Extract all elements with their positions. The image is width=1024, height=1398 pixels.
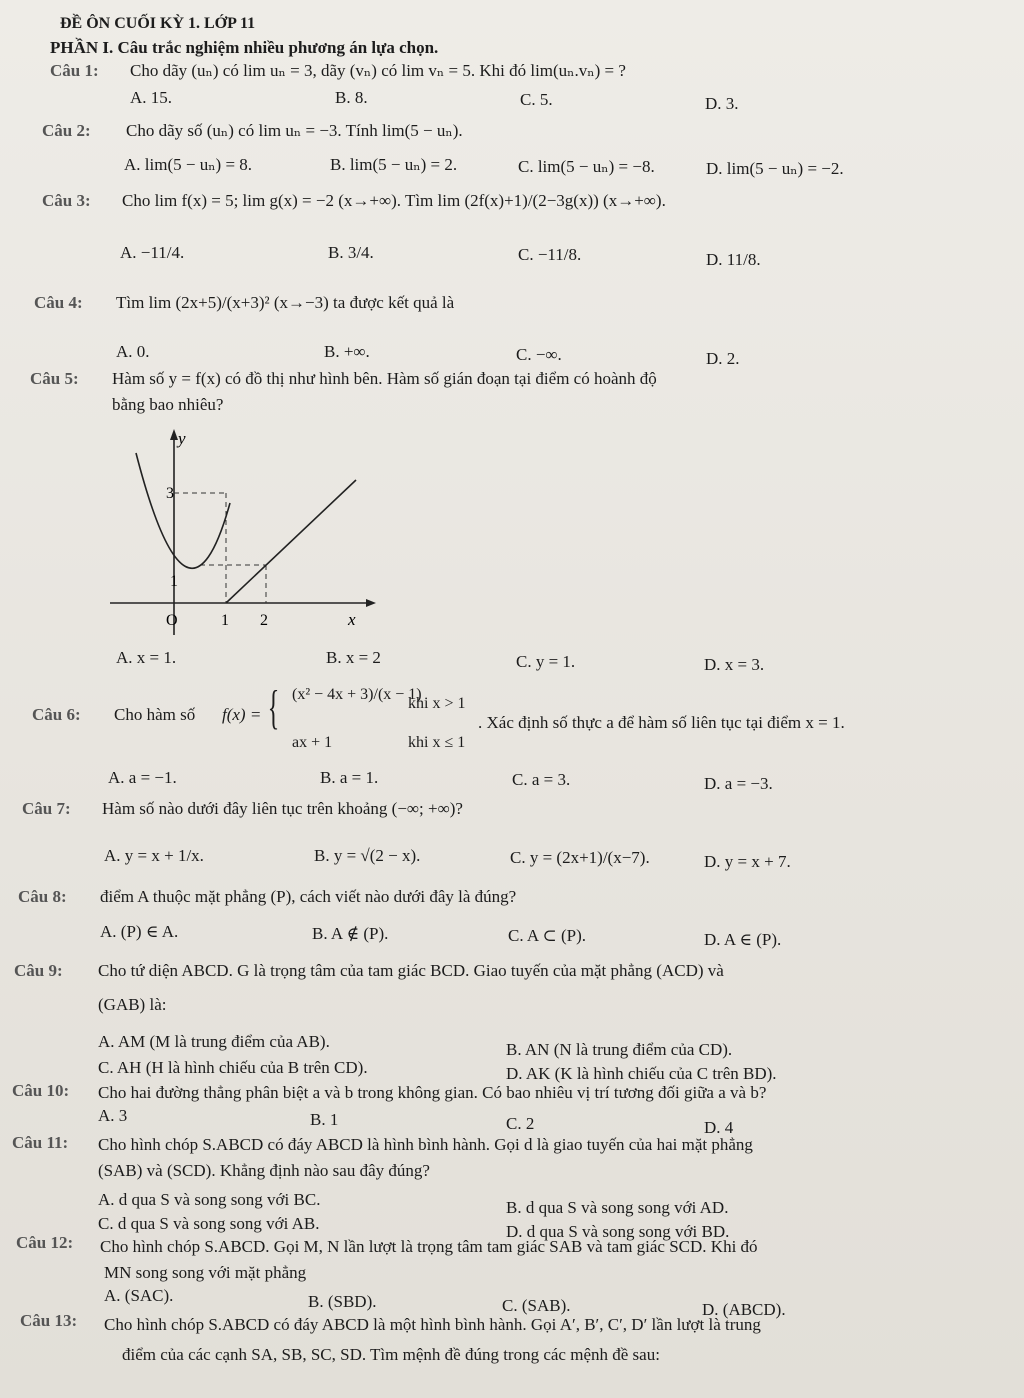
q9-option-d[interactable]: D. AK (K là hình chiếu của C trên BD). (506, 1064, 777, 1083)
q9-option-a[interactable]: A. AM (M là trung điểm của AB). (98, 1032, 330, 1051)
q7-label: Câu 7: (22, 799, 71, 818)
q6-text-line2: . Xác định số thực a để hàm số liên tục tại điểm x = 1. (478, 713, 845, 732)
q6-option-a[interactable]: A. a = −1. (108, 768, 177, 787)
q10-option-d[interactable]: D. 4 (704, 1118, 734, 1137)
q1-option-a[interactable]: A. 15. (130, 88, 173, 107)
q5-text-line2: bằng bao nhiêu? (112, 395, 224, 414)
origin-label: O (166, 612, 178, 629)
q7-text: Hàm số nào dưới đây liên tục trên khoảng (−∞; +∞)? (102, 799, 463, 818)
q5-option-a[interactable]: A. x = 1. (116, 648, 177, 667)
q6-option-b[interactable]: B. a = 1. (320, 768, 379, 787)
q6-cond2: khi x ≤ 1 (408, 734, 466, 751)
q11-option-a[interactable]: A. d qua S và song song với BC. (98, 1190, 321, 1209)
q5-option-b[interactable]: B. x = 2 (326, 648, 381, 667)
q5-option-d[interactable]: D. x = 3. (704, 655, 765, 674)
q8-option-b[interactable]: B. A ∉ (P). (312, 924, 389, 943)
q13-text-line2: điểm của các cạnh SA, SB, SC, SD. Tìm mệnh đề đúng trong các mệnh đề sau: (122, 1345, 660, 1364)
q2-text: Cho dãy số (uₙ) có lim uₙ = −3. Tính lim(5 − uₙ). (126, 121, 463, 140)
q6-cond1: khi x > 1 (408, 695, 466, 712)
q5-function-graph (108, 420, 380, 638)
q1-label: Câu 1: (50, 61, 99, 80)
q12-label: Câu 12: (16, 1233, 74, 1252)
q10-option-b[interactable]: B. 1 (310, 1110, 339, 1129)
q4-label: Câu 4: (34, 293, 83, 312)
q8-option-c[interactable]: C. A ⊂ (P). (508, 926, 587, 945)
q11-option-c[interactable]: C. d qua S và song song với AB. (98, 1214, 320, 1233)
q13-label: Câu 13: (20, 1311, 78, 1330)
q9-text: Cho tứ diện ABCD. G là trọng tâm của tam giác BCD. Giao tuyến của mặt phẳng (ACD) và (98, 961, 724, 980)
q8-option-d[interactable]: D. A ∈ (P). (704, 930, 782, 949)
x-tick-1: 1 (221, 612, 229, 629)
q6-brace: { (267, 681, 280, 734)
q3-label: Câu 3: (42, 191, 91, 210)
q11-option-b[interactable]: B. d qua S và song song với AD. (506, 1198, 729, 1217)
q8-label: Câu 8: (18, 887, 67, 906)
parabola-curve (136, 453, 230, 568)
q5-option-c[interactable]: C. y = 1. (516, 652, 576, 671)
q10-option-a[interactable]: A. 3 (98, 1106, 128, 1125)
q6-text: Cho hàm số (114, 705, 196, 724)
x-axis-label: x (348, 610, 356, 629)
q1-option-c[interactable]: C. 5. (520, 90, 553, 109)
q3-text: Cho lim f(x) = 5; lim g(x) = −2 (x→+∞). Tìm lim (2f(x)+1)/(2−3g(x)) (x→+∞). (122, 191, 666, 210)
q5-label: Câu 5: (30, 369, 79, 388)
q8-text: điểm A thuộc mặt phẳng (P), cách viết nào dưới đây là đúng? (100, 887, 517, 906)
q7-option-d[interactable]: D. y = x + 7. (704, 852, 791, 871)
q10-text: Cho hai đường thẳng phân biệt a và b trong không gian. Có bao nhiêu vị trí tương đối giữa a và b? (98, 1083, 767, 1102)
y-tick-3: 3 (166, 485, 174, 502)
q2-option-b[interactable]: B. lim(5 − uₙ) = 2. (330, 155, 458, 174)
q2-option-c[interactable]: C. lim(5 − uₙ) = −8. (518, 157, 655, 176)
q9-option-b[interactable]: B. AN (N là trung điểm của CD). (506, 1040, 733, 1059)
q4-option-b[interactable]: B. +∞. (324, 342, 370, 361)
q9-option-c[interactable]: C. AH (H là hình chiếu của B trên CD). (98, 1058, 368, 1077)
exam-title: ĐỀ ÔN CUỐI KỲ 1. LỚP 11 (60, 15, 256, 32)
q6-piece1: (x² − 4x + 3)/(x − 1) (292, 686, 422, 703)
y-tick-1: 1 (170, 573, 178, 590)
q4-option-c[interactable]: C. −∞. (516, 345, 562, 364)
q4-option-d[interactable]: D. 2. (706, 349, 740, 368)
q3-option-c[interactable]: C. −11/8. (518, 245, 582, 264)
y-axis-label: y (178, 429, 186, 448)
q11-option-d[interactable]: D. d qua S và song song với BD. (506, 1222, 730, 1241)
q10-option-c[interactable]: C. 2 (506, 1114, 535, 1133)
q9-text-line2: (GAB) là: (98, 995, 167, 1014)
q6-label: Câu 6: (32, 705, 81, 724)
q12-option-c[interactable]: C. (SAB). (502, 1296, 571, 1315)
q2-label: Câu 2: (42, 121, 91, 140)
q9-label: Câu 9: (14, 961, 63, 980)
q12-text-line2: MN song song với mặt phẳng (104, 1263, 307, 1282)
part-heading: PHẦN I. Câu trắc nghiệm nhiều phương án lựa chọn. (50, 38, 439, 57)
q1-option-d[interactable]: D. 3. (705, 94, 739, 113)
q12-text: Cho hình chóp S.ABCD. Gọi M, N lần lượt là trọng tâm tam giác SAB và tam giác SCD. Khi đó (100, 1237, 758, 1256)
q6-piece2: ax + 1 (292, 734, 333, 751)
q10-label: Câu 10: (12, 1081, 70, 1100)
q11-text-line2: (SAB) và (SCD). Khẳng định nào sau đây đúng? (98, 1161, 430, 1180)
q1-text: Cho dãy (uₙ) có lim uₙ = 3, dãy (vₙ) có lim vₙ = 5. Khi đó lim(uₙ.vₙ) = ? (130, 61, 626, 80)
q2-option-d[interactable]: D. lim(5 − uₙ) = −2. (706, 159, 844, 178)
line-branch (226, 480, 356, 603)
q6-function-name: f(x) = (222, 705, 262, 724)
q3-option-a[interactable]: A. −11/4. (120, 243, 185, 262)
q13-text: Cho hình chóp S.ABCD có đáy ABCD là một hình bình hành. Gọi A′, B′, C′, D′ lần lượt là trung (104, 1315, 761, 1334)
q1-option-b[interactable]: B. 8. (335, 88, 368, 107)
q12-option-d[interactable]: D. (ABCD). (702, 1300, 786, 1319)
y-axis-arrow-icon (170, 429, 178, 440)
q7-option-a[interactable]: A. y = x + 1/x. (104, 846, 204, 865)
q5-text: Hàm số y = f(x) có đồ thị như hình bên. Hàm số gián đoạn tại điểm có hoành độ (112, 369, 657, 388)
q7-option-b[interactable]: B. y = √(2 − x). (314, 846, 421, 865)
x-axis-arrow-icon (366, 599, 376, 607)
q4-text: Tìm lim (2x+5)/(x+3)² (x→−3) ta được kết quả là (116, 293, 455, 312)
q7-option-c[interactable]: C. y = (2x+1)/(x−7). (510, 848, 650, 867)
q2-option-a[interactable]: A. lim(5 − uₙ) = 8. (124, 155, 253, 174)
q12-option-b[interactable]: B. (SBD). (308, 1292, 377, 1311)
q3-option-b[interactable]: B. 3/4. (328, 243, 374, 262)
q6-option-c[interactable]: C. a = 3. (512, 770, 571, 789)
q11-text: Cho hình chóp S.ABCD có đáy ABCD là hình bình hành. Gọi d là giao tuyến của hai mặt phẳng (98, 1135, 753, 1154)
q12-option-a[interactable]: A. (SAC). (104, 1286, 174, 1305)
q8-option-a[interactable]: A. (P) ∈ A. (100, 922, 179, 941)
q6-option-d[interactable]: D. a = −3. (704, 774, 773, 793)
q4-option-a[interactable]: A. 0. (116, 342, 150, 361)
x-tick-2: 2 (260, 612, 268, 629)
q11-label: Câu 11: (12, 1133, 69, 1152)
q3-option-d[interactable]: D. 11/8. (706, 250, 761, 269)
